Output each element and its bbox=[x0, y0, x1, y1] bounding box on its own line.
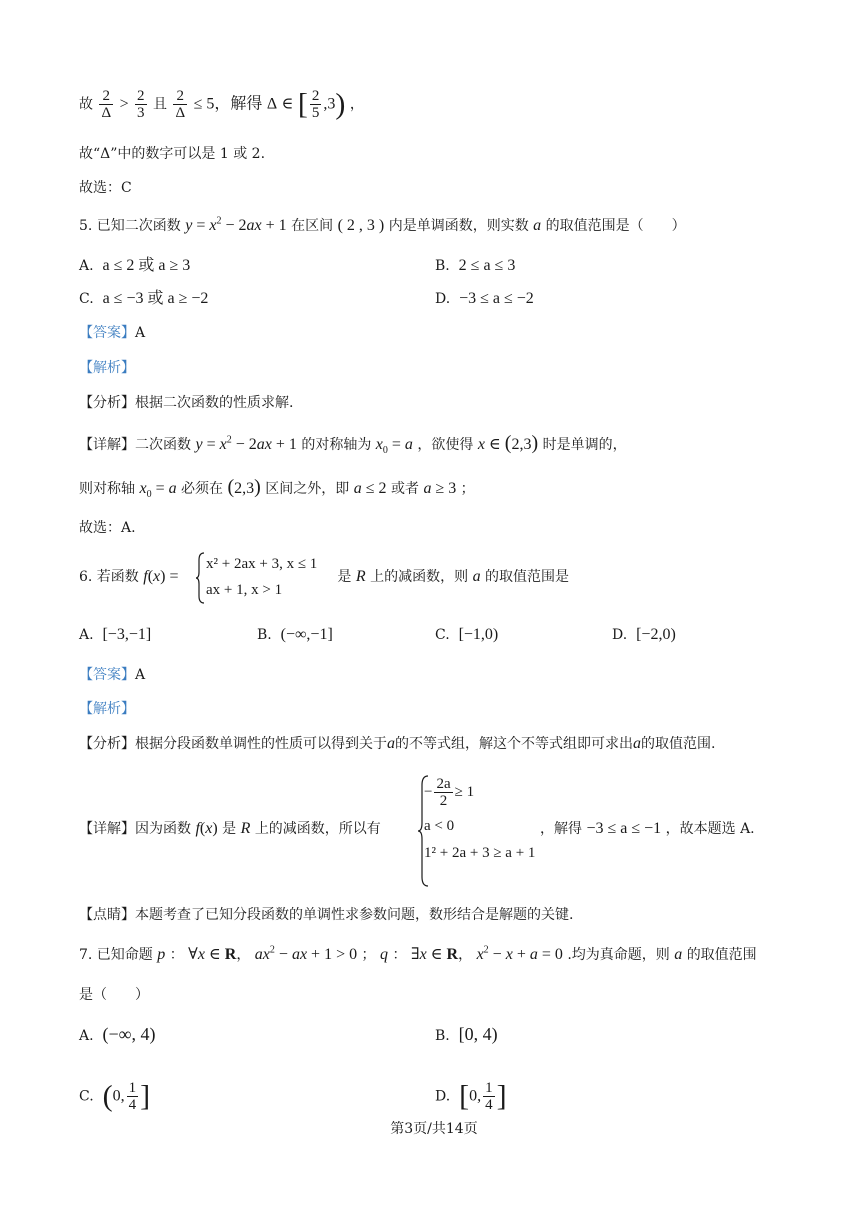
q5-option-d: D. −3 ≤ a ≤ −2 bbox=[435, 290, 534, 307]
q6-system-row-1: − $\frac{2a}{2}$ ≥ 1 bbox=[424, 776, 475, 809]
q7-option-b: B. [0, 4) bbox=[435, 1024, 498, 1044]
text: 在区间 bbox=[291, 218, 334, 234]
page-footer: 第3页/共14页 bbox=[390, 1121, 478, 1137]
q6-system-row-3: 1² + 2a + 3 ≥ a + 1 bbox=[424, 845, 536, 861]
q5-stem: 5. 已知二次函数 $y = x^2 - 2ax + 1$ 在区间 ( 2 , 3 ) 内是单调函数，则实数 a 的取值范围是（ ） bbox=[79, 215, 686, 234]
text: Δ bbox=[266, 95, 278, 113]
q5-xuan: 故选：A. bbox=[79, 520, 136, 536]
q5-option-b: B. 2 ≤ a ≤ 3 bbox=[435, 257, 516, 274]
fraction: $\frac{2}{3}$ bbox=[137, 88, 145, 121]
q6-option-b: B. (−∞,−1] bbox=[257, 626, 333, 643]
q7-option-a: A. (−∞, 4) bbox=[79, 1024, 156, 1044]
q6-answer: 【答案】A bbox=[79, 667, 146, 683]
text: 内是单调函数，则实数 bbox=[388, 218, 529, 234]
q6-piecewise-brace bbox=[196, 552, 206, 604]
text: ≤ 5，解得 bbox=[193, 95, 263, 113]
q6-case-2: ax + 1, x > 1 bbox=[206, 582, 283, 598]
q7-stem-2: 是（ ） bbox=[79, 987, 149, 1003]
line-choice: 故选：C bbox=[79, 180, 132, 196]
q5-option-a: A. a ≤ 2 或 a ≥ 3 bbox=[79, 257, 191, 274]
q6-fenxi: 【分析】根据分段函数单调性的性质可以得到关于a的不等式组，解这个不等式组即可求出a的取值范围. bbox=[79, 735, 716, 752]
q6-dianjing: 【点睛】本题考查了已知分段函数的单调性求参数问题，数形结合是解题的关键. bbox=[79, 907, 574, 923]
q6-analysis-tag: 【解析】 bbox=[79, 701, 135, 717]
q5-analysis-tag: 【解析】 bbox=[79, 360, 135, 376]
fraction: $\frac{2}{\Delta}$ bbox=[175, 88, 186, 121]
q6-xiangjie: 【详解】因为函数 f(x) 是 R 上的减函数，所以有 bbox=[79, 820, 381, 837]
q7-option-d: D. [0, $\frac{1}{4}$ ] bbox=[435, 1079, 507, 1113]
q6-case-1: x² + 2ax + 3, x ≤ 1 bbox=[206, 556, 318, 572]
q5-answer: 【答案】A bbox=[79, 325, 146, 341]
q5-option-c: C. a ≤ −3 或 a ≥ −2 bbox=[79, 290, 209, 307]
text: 5. 已知二次函数 bbox=[79, 218, 181, 234]
q6-solution: ，解得 −3 ≤ a ≤ −1 ，故本题选 A. bbox=[540, 820, 755, 837]
q6-option-a: A. [−3,−1] bbox=[79, 626, 152, 643]
fraction: $\frac{2}{\Delta}$ bbox=[101, 88, 112, 121]
q6-stem: 6. 若函数 f(x) = 是 R 上的减函数，则 a 的取值范围是 bbox=[79, 568, 570, 585]
q5-fenxi: 【分析】根据二次函数的性质求解. bbox=[79, 395, 294, 411]
text: 故 bbox=[79, 96, 93, 113]
text: ， bbox=[349, 96, 364, 113]
text: 的取值范围是（ ） bbox=[545, 218, 686, 234]
q5-xiangjie-2: 则对称轴 $x_0 = a$ 必须在 (2,3) 区间之外，即 a ≤ 2 或者 a ≥ 3 ； bbox=[79, 476, 475, 501]
q6-option-d: D. [−2,0) bbox=[612, 626, 676, 643]
q6-system-row-2: a < 0 bbox=[424, 818, 455, 834]
q7-option-c: C. (0, $\frac{1}{4}$ ] bbox=[79, 1079, 151, 1113]
line-delta-range: 故 $\frac{2}{\Delta}$ > $\frac{2}{3}$ 且 $\frac{2}{\Delta}$ ≤ 5，解得 Δ ∈ [ $\frac{2}{5}$ ,3) ， bbox=[79, 87, 364, 121]
q6-option-c: C. [−1,0) bbox=[435, 626, 499, 643]
line-conclusion: 故“Δ”中的数字可以是 1 或 2. bbox=[79, 146, 266, 162]
q5-xiangjie-1: 【详解】二次函数 $y = x^2 - 2ax + 1$ 的对称轴为 $x_0 = a$ ，欲使得 x ∈ (2,3) 时是单调的， bbox=[79, 432, 627, 457]
q7-stem-1: 7. 已知命题 p ： ∀x ∈ R， $ax^2$ − ax + 1 > 0 ； q ： ∃x ∈ R， $x^2 - x + a = 0$ .均为真命题，则 a 的取值范围 bbox=[79, 944, 757, 963]
text: 且 bbox=[153, 96, 167, 113]
